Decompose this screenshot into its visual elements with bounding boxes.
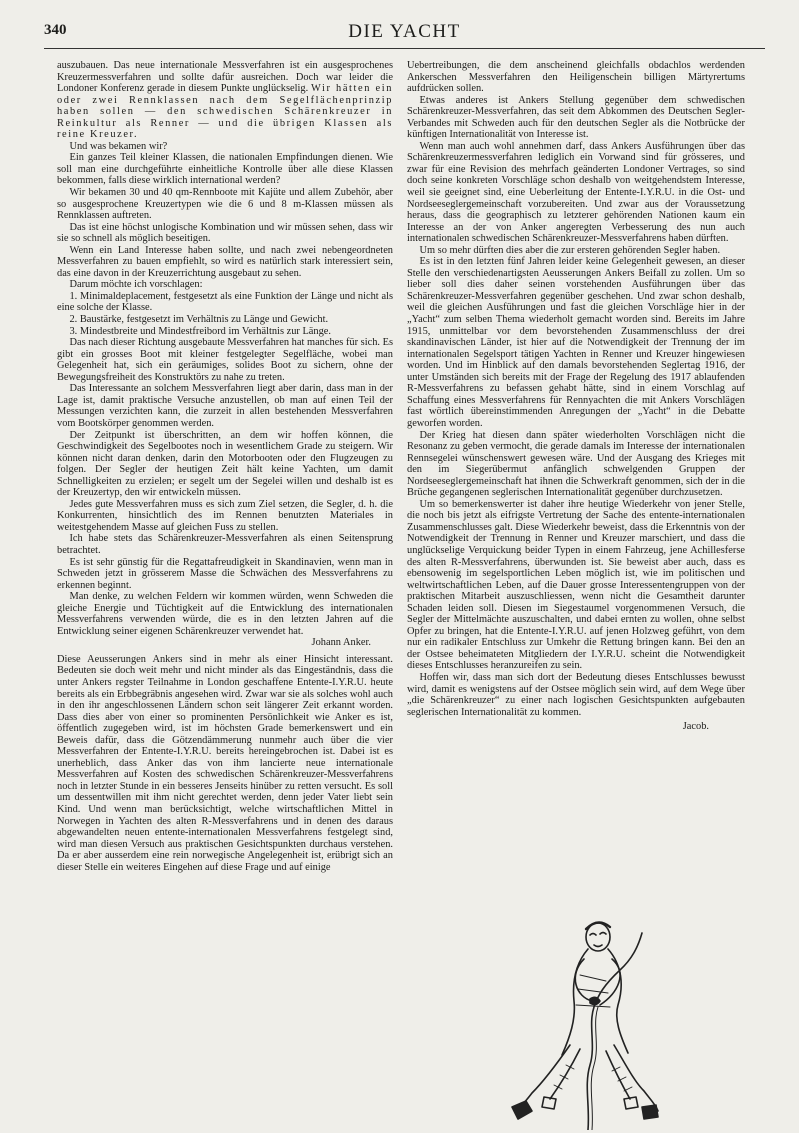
- paragraph: [57, 187, 393, 222]
- right-column: [407, 60, 745, 733]
- paragraph: [57, 245, 393, 280]
- paragraph: [57, 654, 393, 873]
- paragraph-text: Ein ganzes Teil kleiner Klassen, die nationalen Empfindungen dienen. Wie soll man eine durchgeführte einheitliche Kontrolle über alle diese Klassen bekommen, falls diese wirklich international werden?: [57, 152, 393, 187]
- journal-title: DIE YACHT: [348, 21, 461, 42]
- paragraph: [407, 245, 745, 257]
- paragraph-text: Uebertreibungen, die dem anscheinend gleichfalls obdachlos werdenden Ankerschen Messverfahren den Heiligenschein billigen Märtyrertums aufdrücken sollen.: [407, 60, 745, 95]
- paragraph-text: Man denke, zu welchen Feldern wir kommen würden, wenn Schweden die gleiche Energie und Tüchtigkeit auf die Entwicklung des internationalen Messverfahrens verwenden würde, die es in den letzten Jahren auf die Entwicklung seiner eigenen Schärenkreuzer verwendet hat.: [57, 591, 393, 637]
- paragraph: [407, 60, 745, 95]
- paragraph: [57, 291, 393, 314]
- paragraph-text: Wenn ein Land Interesse haben sollte, und nach zwei nebengeordneten Messverfahren zu bauen empfiehlt, so wird es natürlich stark interessiert sein, das eine davon in der Kreuzerrichtung ausgebaut zu sehen.: [57, 244, 393, 279]
- paragraph: [57, 314, 393, 326]
- paragraph: [407, 141, 745, 245]
- paragraph: [57, 533, 393, 556]
- paragraph: [57, 222, 393, 245]
- left-column: [57, 60, 393, 873]
- paragraph: [57, 430, 393, 499]
- paragraph: [57, 591, 393, 637]
- paragraph: [407, 430, 745, 499]
- paragraph-text: Darum möchte ich vorschlagen:: [69, 279, 203, 291]
- paragraph-text: Und was bekamen wir?: [69, 140, 168, 152]
- paragraph-text: Das nach dieser Richtung ausgebaute Messverfahren hat manches für sich. Es gibt ein grosses Boot mit kleiner festgelegter Segelfläche, wobei man Gelegenheit hat, sich ein geräumiges, solides Boot zu sichern, ohne der Bewegungsfreiheit des Konstruktörs zu nahe zu treten.: [57, 337, 393, 383]
- paragraph: [57, 326, 393, 338]
- sailor-hauling-rope-illustration: [510, 915, 660, 1130]
- paragraph-text: 3. Mindestbreite und Mindestfreibord im Verhältnis zur Länge.: [69, 325, 332, 337]
- paragraph: [57, 383, 393, 429]
- author-signature: [407, 721, 745, 733]
- paragraph-text: Der Krieg hat diesen dann später wiederholten Vorschlägen nicht die Resonanz zu geben vermocht, die gerade damals im Interesse der internationalen Rennsegelei wünschenswert gewesen wäre. Und der Ausgang des Krieges mit den im Siegerübermut anfänglich schwelgenden Gruppen der Nordseeseglergemeinschaft hat ihnen die Schwerkraft genommen, sich der in die Brüche gegangenen seglerischen Internationalität gegenüber durchzusetzen.: [407, 429, 745, 499]
- paragraph: [407, 499, 745, 672]
- paragraph-text: Wenn man auch wohl annehmen darf, dass Ankers Ausführungen über das Schärenkreuzermessverfahren lediglich ein Vorwand sind für grösseres, und zwar für eine Revision des mehrfach geänderten Londoner Vertrages, so sind doch seine konkreten Vorschläge schon deshalb von weitgehendstem Interesse, weil sie geeignet sind, eine Ueberleitung der Entente-I.Y.R.U. in die Ost- und Nordseeseglergemeinschaft vorzubereiten. Und zwar aus der Voraussetzung heraus, dass die geographisch zu letzterer gehörenden Nationen kaum ein Interesse an der von Anker angeregten Verbesserung des nun auch internationalen schwedischen Schärenkreuzer-Messverfahrens haben dürften.: [407, 140, 745, 245]
- page-number: 340: [44, 22, 67, 38]
- paragraph-text: 1. Minimaldeplacement, festgesetzt als eine Funktion der Länge und nicht als eine solche der Klasse.: [57, 290, 393, 314]
- paragraph-text: Jacob.: [682, 721, 709, 733]
- paragraph-text: Das Interessante an solchem Messverfahren liegt aber darin, dass man in der Lage ist, damit praktische Versuche anzustellen, ob man auf einen Teil der Messungen verzichten kann, die zurzeit in allen bestehenden Messverfahren vom Bootskörper genommen werden.: [57, 383, 393, 429]
- paragraph-text: Etwas anderes ist Ankers Stellung gegenüber dem schwedischen Schärenkreuzer-Messverfahren, das seit dem Abkommen des Deutschen Segler-Verbandes mit Schweden auch für den deutschen Segler als die Notbrücke der künftigen Internationalität von Interesse ist.: [407, 94, 745, 141]
- paragraph-text: Jedes gute Messverfahren muss es sich zum Ziel setzen, die Segler, d. h. die Konkurrenten, hinsichtlich des im Rennen benutzten Materiales in weitestgehendem Masse auf gleichen Fuss zu stellen.: [57, 498, 393, 533]
- paragraph-text: Der Zeitpunkt ist überschritten, an dem wir hoffen können, die Geschwindigkeit des Segelbootes noch in wesentlichem Grade zu steigern. Wir können nicht daran denken, darin den Motorbooten oder den Flugzeugen zu folgen. Der Segler der heutigen Zeit hält keine Yachten, um damit Schnelligkeiten zu erzielen; er segelt um der Segelei willen und deshalb ist es der Kreuzertyp, den wir entwickeln müssen.: [57, 429, 393, 499]
- author-signature: [57, 637, 393, 649]
- paragraph: [57, 557, 393, 592]
- paragraph: [407, 672, 745, 718]
- paragraph: [57, 279, 393, 291]
- paragraph: [57, 499, 393, 534]
- paragraph: [57, 337, 393, 383]
- paragraph-text: Diese Aeusserungen Ankers sind in mehr als einer Hinsicht interessant. Bedeuten sie doch weit mehr und nicht minder als das Eingeständnis, dass die unter Ankers regster Teilnahme in London geschaffene Entente-I.Y.R.U. heute bereits als ein Erbbegräbnis angesehen wird. Zwar war sie als solches wohl auch in den ihr angeschlossenen Ländern schon seit längerer Zeit erkannt worden. Dass dies aber von einer so prominenten Persönlichkeit wie Anker es ist, öffentlich zugegeben wird, ist im höchsten Grade bemerkenswert und ein Beweis dafür, dass die Götzendämmerung nunmehr auch über die vier Messverfahren der Entente-I.Y.R.U. bereits hereingebrochen ist. Dabei ist es unerheblich, dass Anker das von ihm lancierte neue internationale Messverfahren auf Kosten des schwedischen Schärenkreuzer-Messverfahrens noch in letzter Stunde in ein besseres Jenseits hinüber zu retten versucht. Es soll um dessentwillen mit ihm nicht gerechtet werden, denn jeder Vater liebt sein Kind. Und wenn man berücksichtigt, welche wirtschaftlichen Mittel in Norwegen in Yachten des alten R-Messverfahrens und in denen des daraus abgewandelten neuen entente-internationalen Messverfahrens festgelegt sind, wird man diesen Versuch aus praktischen Gesichtspunkten durchaus verstehen. Da er aber ausserdem eine rein norwegische Angelegenheit ist, erübrigt sich an dieser Stelle ein weiteres Eingehen auf diese Frage und auf einige: [57, 653, 393, 873]
- paragraph: [407, 256, 745, 429]
- paragraph-text: Johann Anker.: [311, 637, 371, 649]
- paragraph-text: Es ist sehr günstig für die Regattafreudigkeit in Skandinavien, wenn man in Schweden jetzt in grösserem Masse die Schwächen des Messverfahrens zu erkennen beginnt.: [57, 556, 393, 591]
- paragraph: [57, 152, 393, 187]
- paragraph-text: 2. Baustärke, festgesetzt im Verhältnis zu Länge und Gewicht.: [69, 314, 329, 326]
- paragraph: [57, 141, 393, 153]
- paragraph-text: Ich habe stets das Schärenkreuzer-Messverfahren als einen Seitensprung betrachtet.: [57, 533, 393, 556]
- paragraph: [407, 95, 745, 141]
- page-header: [44, 22, 765, 49]
- emphasized-text: Wir hätten ein oder zwei Rennklassen nach dem Segelflächenprinzip haben sollen — den schwedischen Schärenkreuzer in Reinkultur als Renner — und die übrigen Klassen als reine Kreuzer.: [57, 83, 393, 141]
- paragraph-text: Es ist in den letzten fünf Jahren leider keine Gelegenheit gewesen, an dieser Stelle den verschiedenartigsten Aeusserungen Ankers Beifall zu zollen. Um so lieber soll dies daher seinen vorstehenden Ausführungen über das Schärenkreuzer-Messverfahren gegenüber geschehen. Und zwar schon deshalb, weil die gleichen Ausführungen und fast die gleichen Vorschläge hier in der „Yacht“ zum selben Thema wiederholt gemacht worden sind. Bereits im Jahre 1915, unmittelbar vor dem bevorstehenden Zusammenschluss der drei skandinavischen Länder, ist hier auf die Notwendigkeit der Trennung der im internationalen Segelsport tätigen Yachten in Renner und Kreuzer hingewiesen worden. Und im Hinblick auf den damals bevorstehenden Seglertag 1916, der unter Umständen sich bereits mit der Frage der Regelung des 1917 ablaufenden R-Messverfahrens zu befassen gehabt hätte, sind in einem Vorschlag auf Schaffung eines Messverfahrens für Rennyachten die mit Ankers Vorschlägen fast wörtlich übereinstimmenden Anregungen der „Yacht“ in die Debatte geworfen worden.: [407, 256, 745, 429]
- paragraph: [57, 60, 393, 141]
- paragraph-text: Um so bemerkenswerter ist daher ihre heutige Wiederkehr von jener Stelle, die noch bis jetzt als eifrigste Vertretung der Sache des entente-internationalen Zusammenschlusses galt. Diese Wiederkehr beweist, dass die Erkenntnis von der Notwendigkeit der Trennung in Renner und Kreuzer marschiert, und dass die unglückselige Verquickung beider Typen in einem Fahrzeug, jene Achillesferse des alten R-Messverfahrens, überwunden ist. Sie beweist aber auch, dass es ebensowenig im segelsportlichen Leben möglich ist, wie im politischen und weltwirtschaftlichen Leben, auf die Dauer grosse Interessentengruppen von der praktischen Mitarbeit auszuschliessen, wenn nicht die Gesamtheit darunter Schaden leiden soll. Diesen im Siegestaumel vorgenommenen Versuch, die Segler der Mittelmächte auszuschalten, und dabei ernten zu wollen, ohne selbst Opfer zu bringen, hat die Entente-I.Y.R.U. auf jenen Holzweg geführt, von dem nur ein radikaler Entschluss zur Umkehr die Rettung bringen kann. Bei den an der Ostsee beheimateten Mitgliedern der I.Y.R.U. scheint die Notwendigkeit dieses Entschlusses heranzureifen zu sein.: [407, 498, 745, 672]
- paragraph-text: Um so mehr dürften dies aber die zur ersteren gehörenden Segler haben.: [419, 244, 721, 256]
- paragraph-text: Hoffen wir, dass man sich dort der Bedeutung dieses Entschlusses bewusst wird, damit es wenigstens auf der Ostsee möglich sein wird, auf dem Wege über „die Schärenkreuzer“ zu einer nach logischen Gesichtspunkten aufgebauten seglerischen Internationalität zu kommen.: [407, 671, 745, 718]
- paragraph-text: Das ist eine höchst unlogische Kombination und wir müssen sehen, dass wir sie so schnell als möglich beseitigen.: [57, 221, 393, 245]
- paragraph-text: auszubauen. Das neue internationale Messverfahren ist ein ausgesprochenes Kreuzermessverfahren und sollte dafür ausreichen. Doch war leider die Londoner Konferenz gerade in diesem Punkte unglückselig.: [57, 60, 393, 95]
- paragraph-text: Wir bekamen 30 und 40 qm-Rennboote mit Kajüte und allem Zubehör, aber so ausgesprochene Kreuzertypen wie die 6 und 8 m-Klassen müssen als Rennklassen auftreten.: [57, 187, 393, 222]
